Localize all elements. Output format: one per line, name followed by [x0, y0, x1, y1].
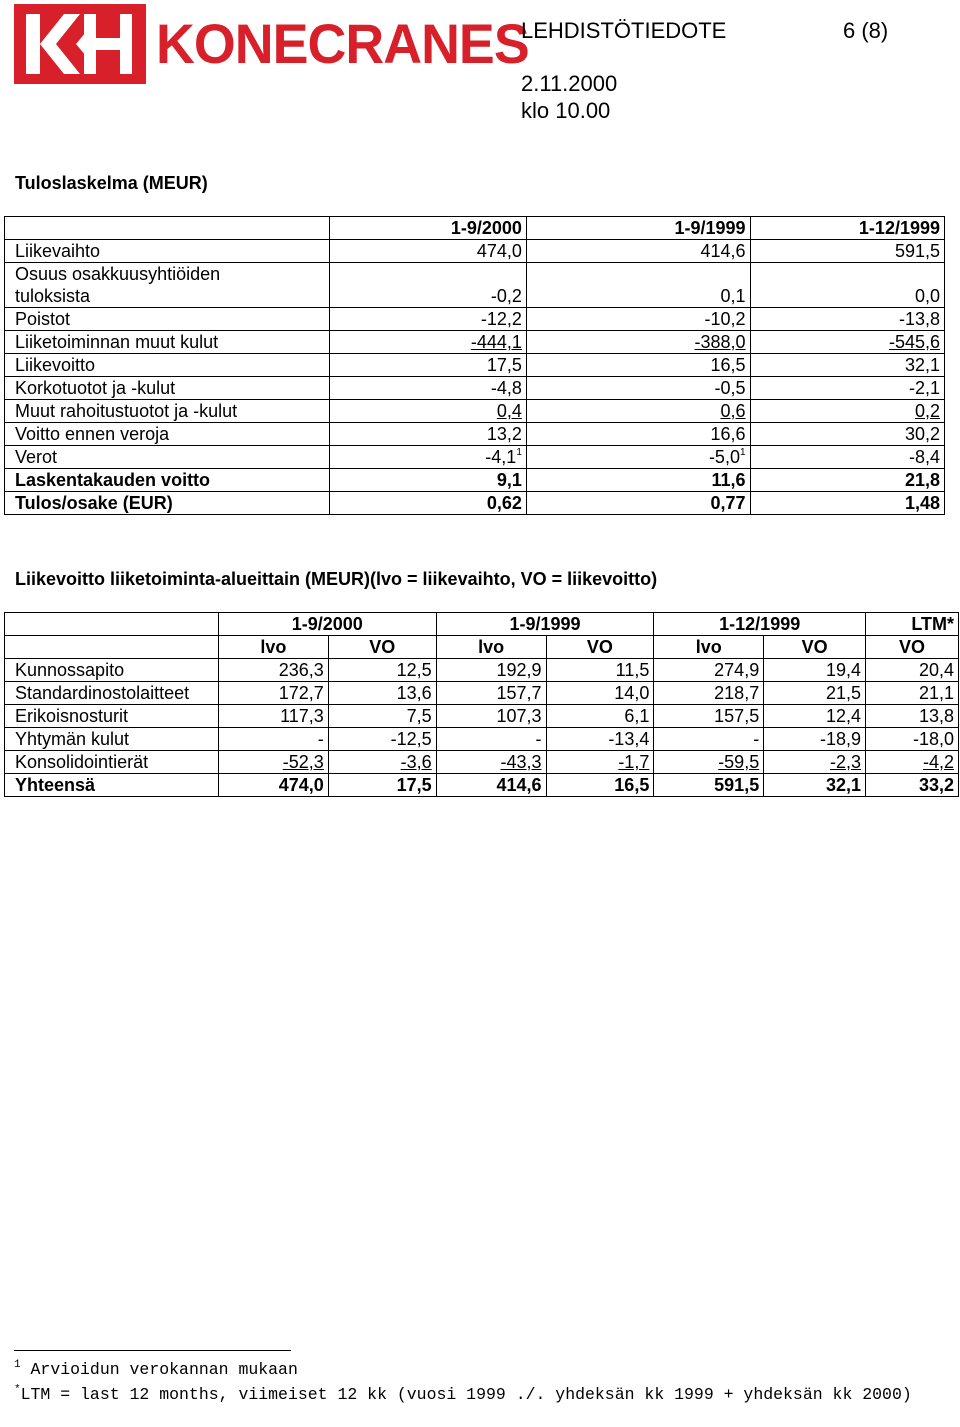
value-cell: -2,3 — [764, 751, 866, 774]
value-cell: 474,0 — [218, 774, 328, 797]
value-cell: -0,2 — [330, 263, 526, 308]
value-cell: -444,1 — [330, 331, 526, 354]
value-cell: 0,77 — [526, 492, 750, 515]
value-cell: 6,1 — [546, 705, 654, 728]
value-cell: 32,1 — [750, 354, 944, 377]
value-cell: 0,0 — [750, 263, 944, 308]
value-cell: 414,6 — [526, 240, 750, 263]
table-row — [5, 469, 945, 492]
value-cell: - — [654, 728, 764, 751]
table-row — [5, 354, 945, 377]
header-cell — [5, 636, 219, 659]
table-row — [5, 682, 959, 705]
period-header: 1-9/1999 — [436, 613, 654, 636]
table-row — [5, 377, 945, 400]
table-row — [5, 263, 945, 308]
value-cell: 33,2 — [866, 774, 959, 797]
table-row — [5, 446, 945, 469]
value-cell: -59,5 — [654, 751, 764, 774]
row-label: Erikoisnosturit — [5, 705, 219, 728]
value-cell: 32,1 — [764, 774, 866, 797]
period-header: 1-12/1999 — [654, 613, 866, 636]
release-date: 2.11.2000 — [521, 71, 618, 96]
footnote-text: LTM = last 12 months, viimeiset 12 kk (vuosi 1999 ./. yhdeksän kk 1999 + yhdeksän kk 2000) — [20, 1385, 912, 1404]
value-cell: -4,8 — [330, 377, 526, 400]
value-cell: 0,2 — [750, 400, 944, 423]
value-cell: 591,5 — [654, 774, 764, 797]
row-label: Verot — [5, 446, 330, 469]
value-cell: 11,5 — [546, 659, 654, 682]
value-cell: 17,5 — [330, 354, 526, 377]
income-statement-title: Tuloslaskelma (MEUR) — [15, 173, 208, 193]
subcolumn-header: lvo — [654, 636, 764, 659]
subcolumn-header: lvo — [436, 636, 546, 659]
footnote-mark: * — [14, 1384, 21, 1396]
value-cell: -388,0 — [526, 331, 750, 354]
row-label: Liikevaihto — [5, 240, 330, 263]
value-cell: 107,3 — [436, 705, 546, 728]
subcolumn-header-row — [5, 636, 959, 659]
period-header: LTM* — [866, 613, 959, 636]
value-cell: 157,7 — [436, 682, 546, 705]
value-cell: 13,6 — [328, 682, 436, 705]
row-label: Yhtymän kulut — [5, 728, 219, 751]
value-cell: 21,5 — [764, 682, 866, 705]
period-header-row — [5, 613, 959, 636]
value-cell: 14,0 — [546, 682, 654, 705]
header-cell: 1-9/2000 — [330, 217, 526, 240]
footnote-ref: 1 — [516, 447, 522, 458]
value-cell: 474,0 — [330, 240, 526, 263]
header-cell — [5, 613, 219, 636]
value-cell: - — [436, 728, 546, 751]
value-cell: 16,5 — [526, 354, 750, 377]
row-label: Konsolidointierät — [5, 751, 219, 774]
footnote — [14, 1360, 298, 1379]
table-row — [5, 331, 945, 354]
table-row — [5, 308, 945, 331]
segments-title: Liikevoitto liiketoiminta-alueittain (MEUR)(lvo = liikevaihto, VO = liikevoitto) — [15, 569, 658, 589]
row-label — [5, 263, 330, 308]
footnote — [14, 1384, 914, 1405]
subcolumn-header: VO — [866, 636, 959, 659]
value-cell: 591,5 — [750, 240, 944, 263]
table-row — [5, 728, 959, 751]
value-cell: 157,5 — [654, 705, 764, 728]
period-header: 1-9/2000 — [218, 613, 436, 636]
value-cell: 12,5 — [328, 659, 436, 682]
value-cell: $-4,1^1$ — [330, 446, 526, 469]
value-cell: -18,0 — [866, 728, 959, 751]
document-type: LEHDISTÖTIEDOTE — [521, 18, 727, 43]
row-label: Yhteensä — [5, 774, 219, 797]
value-cell: 9,1 — [330, 469, 526, 492]
footnote-ref: 1 — [739, 447, 746, 458]
subcolumn-header: VO — [546, 636, 654, 659]
footnote-text: Arvioidun verokannan mukaan — [30, 1360, 298, 1379]
value-cell: - — [218, 728, 328, 751]
value-cell: -2,1 — [750, 377, 944, 400]
release-time: klo 10.00 — [521, 98, 611, 123]
value-cell: 0,1 — [526, 263, 750, 308]
table-row — [5, 240, 945, 263]
value-cell: 0,6 — [526, 400, 750, 423]
table-row — [5, 705, 959, 728]
row-label: Liikevoitto — [5, 354, 330, 377]
value-cell: -10,2 — [526, 308, 750, 331]
konecranes-logo — [14, 4, 544, 84]
header-cell — [5, 217, 330, 240]
value-cell: -1,7 — [546, 751, 654, 774]
value-cell: 21,1 — [866, 682, 959, 705]
row-label: Poistot — [5, 308, 330, 331]
value-cell: $-5,0^1$ — [526, 446, 750, 469]
income-statement-table — [4, 216, 945, 515]
value-cell: 11,6 — [526, 469, 750, 492]
value-cell: -12,5 — [328, 728, 436, 751]
footnote-divider — [14, 1350, 291, 1351]
subcolumn-header: lvo — [218, 636, 328, 659]
table-row — [5, 400, 945, 423]
row-label-line: Osuus osakkuusyhtiöiden — [15, 264, 221, 284]
value-cell: 7,5 — [328, 705, 436, 728]
table-header-row — [5, 217, 945, 240]
value-cell: 0,4 — [330, 400, 526, 423]
value-cell: 414,6 — [436, 774, 546, 797]
konecranes-emblem-icon — [14, 4, 146, 84]
segments-table — [4, 612, 959, 797]
row-label: Laskentakauden voitto — [5, 469, 330, 492]
value-cell: -13,4 — [546, 728, 654, 751]
row-label-line: tuloksista — [15, 286, 91, 306]
value-cell: 16,5 — [546, 774, 654, 797]
value-cell: -545,6 — [750, 331, 944, 354]
value-cell: -12,2 — [330, 308, 526, 331]
value-cell: 19,4 — [764, 659, 866, 682]
subcolumn-header: VO — [328, 636, 436, 659]
value-cell: 21,8 — [750, 469, 944, 492]
header-cell: 1-9/1999 — [526, 217, 750, 240]
page-number: 6 (8) — [843, 18, 889, 43]
value-cell: -8,4 — [750, 446, 944, 469]
row-label: Voitto ennen veroja — [5, 423, 330, 446]
value-cell: 16,6 — [526, 423, 750, 446]
value-cell: -52,3 — [218, 751, 328, 774]
value-cell: -3,6 — [328, 751, 436, 774]
value-cell: 13,2 — [330, 423, 526, 446]
table-row — [5, 423, 945, 446]
row-label: Standardinostolaitteet — [5, 682, 219, 705]
value-cell: 274,9 — [654, 659, 764, 682]
row-label: Muut rahoitustuotot ja -kulut — [5, 400, 330, 423]
table-row — [5, 659, 959, 682]
value-cell: 30,2 — [750, 423, 944, 446]
value-cell: 0,62 — [330, 492, 526, 515]
value-cell: 13,8 — [866, 705, 959, 728]
value-cell: 172,7 — [218, 682, 328, 705]
row-label: Kunnossapito — [5, 659, 219, 682]
value-cell: 20,4 — [866, 659, 959, 682]
value-cell: 236,3 — [218, 659, 328, 682]
footnote-mark: 1 — [14, 1359, 21, 1371]
value-cell: 117,3 — [218, 705, 328, 728]
value-cell: -0,5 — [526, 377, 750, 400]
value-cell: -43,3 — [436, 751, 546, 774]
value-cell: 1,48 — [750, 492, 944, 515]
row-label: Tulos/osake (EUR) — [5, 492, 330, 515]
header-cell: 1-12/1999 — [750, 217, 944, 240]
brand-wordmark: KONECRANES — [156, 12, 529, 75]
value-cell: 12,4 — [764, 705, 866, 728]
value-cell: 192,9 — [436, 659, 546, 682]
value-cell: -13,8 — [750, 308, 944, 331]
row-label: Liiketoiminnan muut kulut — [5, 331, 330, 354]
value-cell: -4,2 — [866, 751, 959, 774]
value-cell: -18,9 — [764, 728, 866, 751]
row-label: Korkotuotot ja -kulut — [5, 377, 330, 400]
value-cell: 17,5 — [328, 774, 436, 797]
table-row — [5, 751, 959, 774]
value-cell: 218,7 — [654, 682, 764, 705]
subcolumn-header: VO — [764, 636, 866, 659]
table-row — [5, 774, 959, 797]
table-row — [5, 492, 945, 515]
